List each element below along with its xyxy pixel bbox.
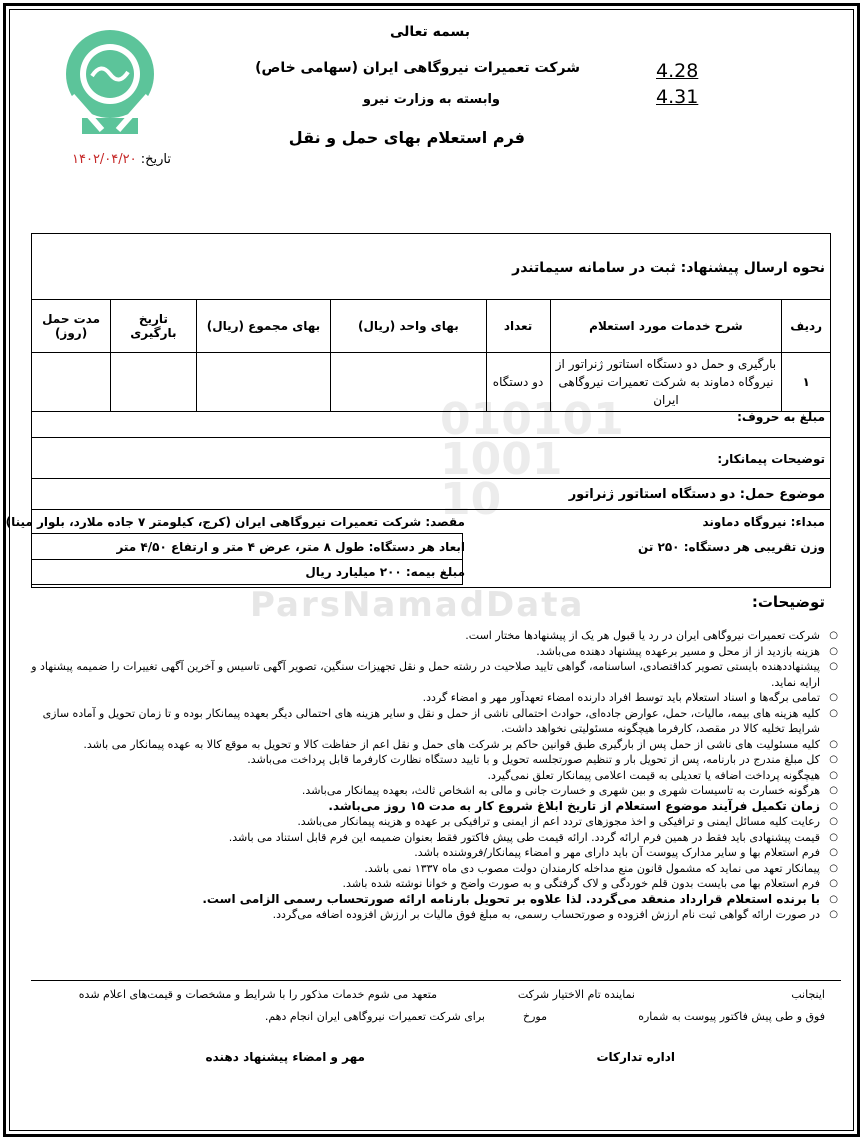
- footer-dated: مورخ: [523, 1010, 547, 1023]
- footer-authorized-rep: نماینده تام الاختیار شرکت: [517, 988, 635, 1001]
- destination: مقصد: شرکت تعمیرات نیروگاهی ایران (کرج، کیلومتر ۷ جاده ملارد، بلوار مینا): [5, 515, 465, 529]
- note-item: ○ رعایت کلیه مسائل ایمنی و ترافیکی و اخذ مجوزهای تردد اعم از ایمنی و ترافیکی بر عهده و هزینه پیمانکار می‌باشد.: [24, 814, 840, 830]
- note-item: ○ پیمانکار تعهد می نماید که مشمول قانون منع مداخله کارمندان دولت مصوب دی ماه ۱۳۳۷ نمی باشد.: [24, 861, 840, 877]
- approx-weight: وزن تقریبی هر دستگاه: ۲۵۰ تن: [638, 540, 825, 554]
- amount-in-words-label: مبلغ به حروف:: [737, 410, 825, 424]
- watermark: ParsNamadData: [250, 585, 585, 625]
- table-header-row: [32, 300, 831, 353]
- footer-divider: [31, 980, 841, 981]
- procurement-dept: اداره تدارکات: [596, 1050, 675, 1064]
- company-name: شرکت تعمیرات نیروگاهی ایران (سهامی خاص): [255, 60, 580, 76]
- note-item: ○ قیمت پیشنهادی باید فقط در همین فرم ارائه گردد. ارائه قیمت طی پیش فاکتور فقط بعنوان ضمیمه این فرم قابل استناد می باشد.: [24, 830, 840, 846]
- note-item: ○ کل مبلغ مندرج در بارنامه، پس از تحویل بار و تنظیم صورتجلسه تحویل و با تایید دستگاه نظارت کارفرما قابل پرداخت می‌باشد.: [24, 752, 840, 768]
- note-item: ○ هزینه بازدید از از محل و مسیر برعهده پیشنهاد دهنده می‌باشد.: [24, 644, 840, 660]
- divider: [31, 478, 831, 479]
- th-loading-date: تاریخ بارگیری: [111, 300, 197, 353]
- basmala: بسمه تعالی: [389, 24, 471, 40]
- date-label: تاریخ:: [140, 152, 172, 167]
- note-item: ○ تمامی برگه‌ها و اسناد استعلام باید توسط افراد دارنده امضاء تعهدآور مهر و امضاء گردد.: [24, 690, 840, 706]
- footer-proforma-number: فوق و طی پیش فاکتور پیوست به شماره: [638, 1010, 825, 1023]
- note-item: ○ با برنده استعلام قرارداد منعقد می‌گردد. لذا علاوه بر تحویل بارنامه ارائه صورتحساب رسمی الزامی است.: [24, 892, 840, 908]
- table-row: [32, 353, 831, 412]
- note-item: ○ زمان تکمیل فرآیند موضوع استعلام از تاریخ ابلاغ شروع کار به مدت ۱۵ روز می‌باشد.: [24, 799, 840, 815]
- note-item: ○ فرم استعلام بها و سایر مدارک پیوست آن باید دارای مهر و امضاء پیمانکار/فروشنده باشد.: [24, 845, 840, 861]
- notes-title: توضیحات:: [751, 593, 825, 611]
- insurance-amount: مبلغ بیمه: ۲۰۰ میلیارد ریال: [305, 565, 465, 579]
- divider: [31, 509, 831, 510]
- th-transport-duration: مدت حمل (روز): [32, 300, 111, 353]
- note-item: ○ هرگونه خسارت به تاسیسات شهری و بین شهری و خسارت جانی و مالی به اشخاص ثالث، بعهده پیمانکار می‌باشد.: [24, 783, 840, 799]
- cell-row: ۱: [782, 353, 831, 412]
- items-table: [31, 299, 831, 412]
- th-description: شرح خدمات مورد استعلام: [550, 300, 782, 353]
- note-item: ○ پیشنهاددهنده بایستی تصویر کداقتصادی، اساسنامه، گواهی تایید صلاحیت در رشته حمل و نقل تجهیزات سنگین، تصویر آگهی تاسیس و آخرین آگهی تغییرات را ضمیمه پیشنهاد و ارایه نماید.: [24, 659, 840, 690]
- form-date: [72, 152, 171, 167]
- contractor-notes-label: توضیحات پیمانکار:: [717, 452, 825, 466]
- th-row: ردیف: [782, 300, 831, 353]
- dimensions: ابعاد هر دستگاه: طول ۸ متر، عرض ۴ متر و ارتفاع ۴/۵۰ متر: [116, 540, 465, 554]
- origin: مبداء: نیروگاه دماوند: [702, 515, 825, 529]
- cell-loading-date[interactable]: [111, 353, 197, 412]
- company-logo: [62, 26, 158, 138]
- footer-undersigned: اینجانب: [791, 988, 825, 1001]
- form-title: فرم استعلام بهای حمل و نقل: [288, 128, 525, 147]
- watermark-digits: 010101 1001 10: [440, 394, 624, 525]
- cell-quantity: دو دستگاه: [486, 353, 550, 412]
- cell-transport-duration[interactable]: [32, 353, 111, 412]
- cell-description: بارگیری و حمل دو دستگاه استاتور ژنراتور از نیروگاه دماوند به شرکت تعمیرات نیروگاهی ایران: [550, 353, 782, 412]
- date-value: ۱۴۰۲/۰۴/۲۰: [72, 152, 137, 167]
- cell-total-price[interactable]: [196, 353, 331, 412]
- th-quantity: تعداد: [486, 300, 550, 353]
- note-item: ○ هیچگونه پرداخت اضافه یا تعدیلی به قیمت اعلامی پیمانکار تعلق نمی‌گیرد.: [24, 768, 840, 784]
- transport-subject: موضوع حمل: دو دستگاه استاتور ژنراتور: [568, 487, 825, 502]
- notes-list: [24, 628, 840, 923]
- note-item: ○ شرکت تعمیرات نیروگاهی ایران در رد یا قبول هر یک از پیشنهادها مختار است.: [24, 628, 840, 644]
- divider: [31, 437, 831, 438]
- footer-for-company: برای شرکت تعمیرات نیروگاهی ایران انجام دهم.: [264, 1010, 485, 1023]
- form-code-2: 4.31: [656, 86, 699, 108]
- note-item: ○ در صورت ارائه گواهی ثبت نام ارزش افزوده و صورتحساب رسمی، به مبلغ فوق مالیات بر ارزش افزوده اضافه می‌گردد.: [24, 907, 840, 923]
- ministry-affiliation: وابسته به وزارت نیرو: [362, 92, 500, 107]
- divider: [31, 559, 463, 560]
- note-item: ○ فرم استعلام بها می بایست بدون قلم خوردگی و لاک گرفتگی و به صورت واضح و خوانا نوشته شده باشد.: [24, 876, 840, 892]
- note-item: ○ کلیه هزینه های بیمه، مالیات، حمل، عوارض جاده‌ای، حوادث احتمالی ناشی از حمل و نقل و سایر هزینه های احتمالی دیگر بعهده پیمانکار بوده و تا زمان تحویل و آماده سازی شرایط تخلیه کالا در مقصد، کارفرما هیچگونه مسئولیتی نخواهد داشت.: [24, 706, 840, 737]
- form-code-1: 4.28: [656, 60, 699, 82]
- th-total-price: بهای مجموع (ریال): [196, 300, 331, 353]
- footer-commitment: متعهد می شوم خدمات مذکور را با شرایط و مشخصات و قیمت‌های اعلام شده: [78, 988, 437, 1001]
- note-item: ○ کلیه مسئولیت های ناشی از حمل پس از بارگیری طبق قوانین حاکم بر شرکت های حمل و نقل اعم از حفاظت کالا و تحویل به موقع کالا به عهده پیمانکار می باشد.: [24, 737, 840, 753]
- submission-method: نحوه ارسال پیشنهاد: ثبت در سامانه سیماتندر: [512, 260, 825, 276]
- cell-unit-price[interactable]: [331, 353, 486, 412]
- th-unit-price: بهای واحد (ریال): [331, 300, 486, 353]
- bidder-signature: مهر و امضاء پیشنهاد دهنده: [205, 1050, 365, 1064]
